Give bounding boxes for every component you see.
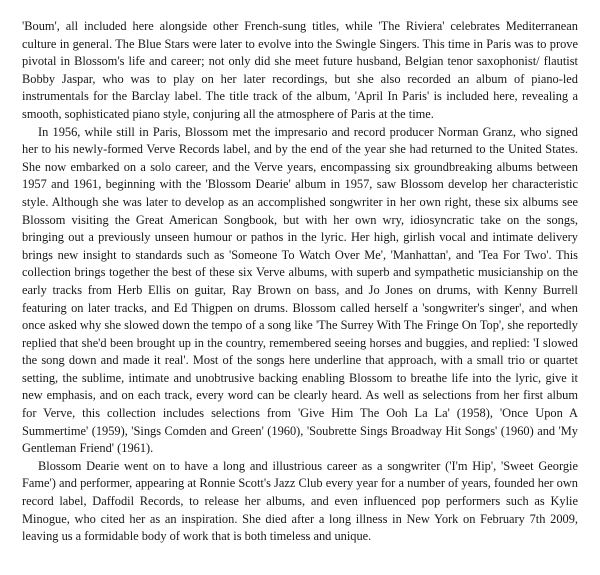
paragraph-3: Blossom Dearie went on to have a long and illustrious career as a songwriter ('I'm Hip', 'Sweet Georgie Fame') and performer, appearing at Ronnie Scott's Jazz Club every year for a number of years, founded her own record label, Daffodil Records, to release her albums, and even influenced pop performers such as Kylie Minogue, who cited her as an inspiration. She died after a long illness in New York on February 7th 2009, leaving us a formidable body of work that is both timeless and unique. xyxy=(22,458,578,544)
paragraph-1: 'Boum', all included here alongside other French-sung titles, while 'The Riviera' celebrates Mediterranean culture in general. The Blue Stars were later to evolve into the Swingle Singers. This time in Paris was to prove pivotal in Blossom's life and career; not only did she meet future husband, Belgian tenor saxophonist/ flautist Bobby Jaspar, who was to play on her later recordings, but she also recorded an album of piano-led instrumentals for the Barclay label. The title track of the album, 'April In Paris' is included here, revealing a smooth, sophisticated piano style, conjuring all the atmosphere of Paris at the time. xyxy=(22,19,578,121)
paragraph-2: In 1956, while still in Paris, Blossom met the impresario and record producer Norman Granz, who signed her to his newly-formed Verve Records label, and by the end of the year she had returned to the United States. She now embarked on a solo career, and the Verve years, encompassing six groundbreaking albums between 1957 and 1961, beginning with the 'Blossom Dearie' album in 1957, saw Blossom develop her characteristic style. Although she was later to develop as an accomplished songwriter in her own right, these six albums see Blossom visiting the Great American Songbook, but with her own wry, idiosyncratic take on the songs, bringing out a previously unseen humour or pathos in the lyric. Her high, girlish vocal and intimate delivery brings new insight to standards such as 'Someone To Watch Over Me', 'Manhattan', and 'Tea For Two'. This collection brings together the best of these six Verve albums, with superb and sympathetic musicianship on the early tracks from Herb Ellis on guitar, Ray Brown on bass, and Jo Jones on drums, with Kenny Burrell featuring on later tracks, and Ed Thigpen on drums. Blossom called herself a 'songwriter's singer', and when once asked why she slowed down the tempo of a song like 'The Surrey With The Fringe On Top', she reportedly replied that she'd been brought up in the country, remembered seeing horses and buggies, and replied: 'I slowed the song down and made it real'. Most of the songs here underline that approach, with a small trio or quartet setting, the sublime, intimate and unobtrusive backing enabling Blossom to breathe life into the lyric, give it new emphasis, and on each track, every word can be clearly heard. As well as selections from her first album for Verve, this collection includes selections from 'Give Him The Ooh La La' (1958), 'Once Upon A Summertime' (1959), 'Sings Comden and Green' (1960), 'Soubrette Sings Broadway Hit Songs' (1960) and 'My Gentleman Friend' (1961). xyxy=(22,124,578,456)
liner-notes-text xyxy=(22,18,578,546)
